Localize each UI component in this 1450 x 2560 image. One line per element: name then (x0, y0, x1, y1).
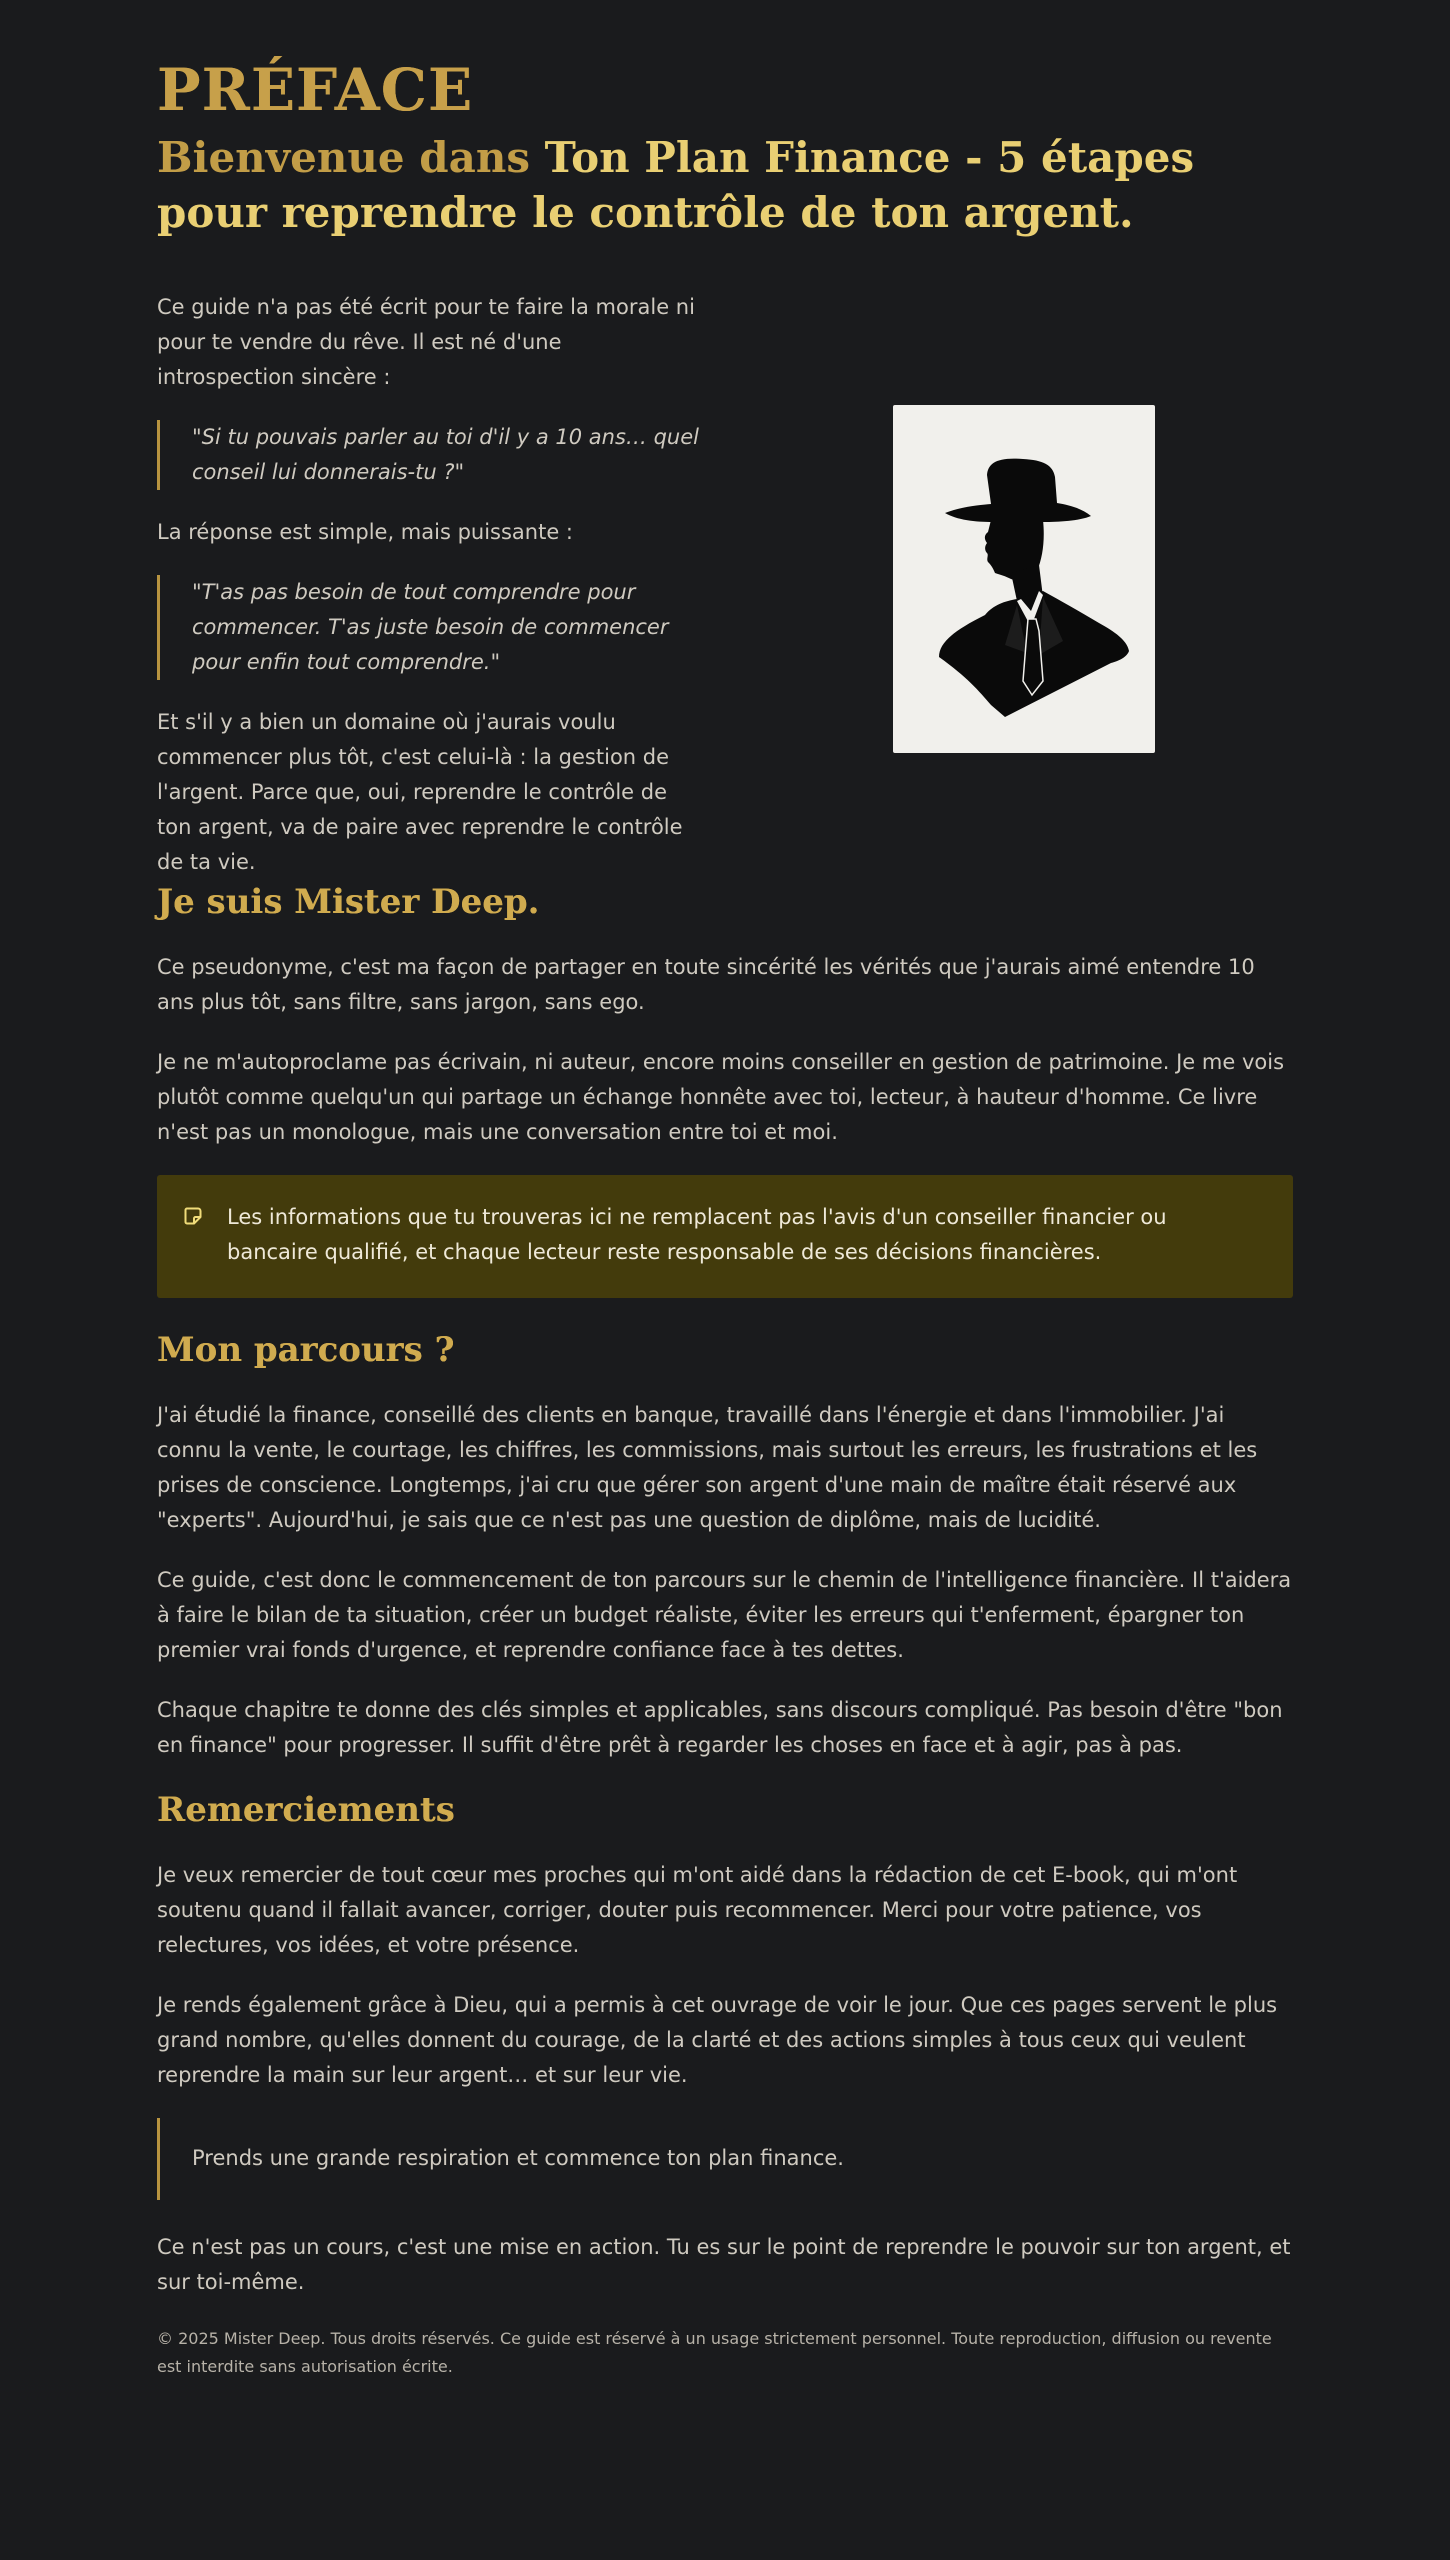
closing-quote: Prends une grande respiration et commence ton plan finance. (157, 2118, 1293, 2200)
note-icon (183, 1206, 203, 1226)
closing-paragraph: Ce n'est pas un cours, c'est une mise en action. Tu es sur le point de reprendre le pouvoir sur ton argent, et sur toi-même. (157, 2235, 1291, 2294)
about-section (157, 880, 1293, 1298)
author-portrait (893, 405, 1155, 753)
section-heading: Je suis Mister Deep. (157, 880, 1293, 924)
page-title: PRÉFACE (157, 50, 1293, 130)
about-paragraph: Je ne m'autoproclame pas écrivain, ni auteur, encore moins conseiller en gestion de patrimoine. Je me vois plutôt comme quelqu'un qui partage un échange honnête avec toi, lecteur, à hauteur d'homme. Ce livre n'est pas un monologue, mais une conversation entre toi et moi. (157, 1050, 1285, 1144)
page-subtitle (157, 130, 1217, 240)
journey-section (157, 1328, 1293, 1763)
thanks-paragraph: Je veux remercier de tout cœur mes proches qui m'ont aidé dans la rédaction de cet E-book, qui m'ont soutenu quand il fallait avancer, corriger, douter puis recommencer. Merci pour votre patience, vos relectures, vos idées, et votre présence. (157, 1863, 1238, 1957)
preface-page (157, 50, 1293, 2381)
about-paragraph: Ce pseudonyme, c'est ma façon de partager en toute sincérité les vérités que j'aurais aimé entendre 10 ans plus tôt, sans filtre, sans jargon, sans ego. (157, 955, 1255, 1014)
thanks-paragraph: Je rends également grâce à Dieu, qui a permis à cet ouvrage de voir le jour. Que ces pages servent le plus grand nombre, qu'elles donnent du courage, de la clarté et des actions simples à tous ceux qui veulent reprendre la main sur leur argent… et sur leur vie. (157, 1993, 1278, 2087)
disclaimer-text: Les informations que tu trouveras ici ne remplacent pas l'avis d'un conseiller financier ou bancaire qualifié, et chaque lecteur reste responsable de ses décisions financières. (227, 1205, 1167, 1264)
intro-text-column (157, 290, 702, 905)
intro-quote: "Si tu pouvais parler au toi d'il y a 10 ans… quel conseil lui donnerais-tu ?" (157, 420, 702, 490)
man-in-hat-silhouette-icon (893, 405, 1155, 753)
disclaimer-notice (157, 1175, 1293, 1298)
intro-paragraph: La réponse est simple, mais puissante : (157, 520, 574, 544)
thanks-section (157, 1788, 1293, 2300)
intro-paragraph: Et s'il y a bien un domaine où j'aurais voulu commencer plus tôt, c'est celui-là : la gestion de l'argent. Parce que, oui, reprendre le contrôle de ton argent, va de paire avec reprendre le contrôle de ta vie. (157, 710, 683, 874)
intro-paragraph: Ce guide n'a pas été écrit pour te faire la morale ni pour te vendre du rêve. Il est né d'une introspection sincère : (157, 295, 695, 389)
journey-paragraph: Chaque chapitre te donne des clés simples et applicables, sans discours compliqué. Pas besoin d'être "bon en finance" pour progresser. Il suffit d'être prêt à regarder les choses en face et à agir, pas à pas. (157, 1698, 1283, 1757)
copyright-footer: © 2025 Mister Deep. Tous droits réservés. Ce guide est réservé à un usage strictement personnel. Toute reproduction, diffusion ou revente est interdite sans autorisation écrite. (157, 2329, 1272, 2376)
intro-quote: "T'as pas besoin de tout comprendre pour commencer. T'as juste besoin de commencer pour enfin tout comprendre." (157, 575, 702, 680)
journey-paragraph: Ce guide, c'est donc le commencement de ton parcours sur le chemin de l'intelligence financière. Il t'aidera à faire le bilan de ta situation, créer un budget réaliste, éviter les erreurs qui t'enferment, épargner ton premier vrai fonds d'urgence, et reprendre confiance face à tes dettes. (157, 1568, 1292, 1662)
journey-paragraph: J'ai étudié la finance, conseillé des clients en banque, travaillé dans l'énergie et dans l'immobilier. J'ai connu la vente, le courtage, les chiffres, les commissions, mais surtout les erreurs, les frustrations et les prises de conscience. Longtemps, j'ai cru que gérer son argent d'une main de maître était réservé aux "experts". Aujourd'hui, je sais que ce n'est pas une question de diplôme, mais de lucidité. (157, 1403, 1258, 1532)
subtitle-lead: Bienvenue dans (157, 133, 545, 182)
section-heading: Mon parcours ? (157, 1328, 1293, 1372)
subtitle-book-title: Ton Plan Finance - 5 étapes pour reprendre le contrôle de ton argent. (157, 133, 1195, 237)
intro-section (157, 290, 1293, 880)
section-heading: Remerciements (157, 1788, 1293, 1832)
